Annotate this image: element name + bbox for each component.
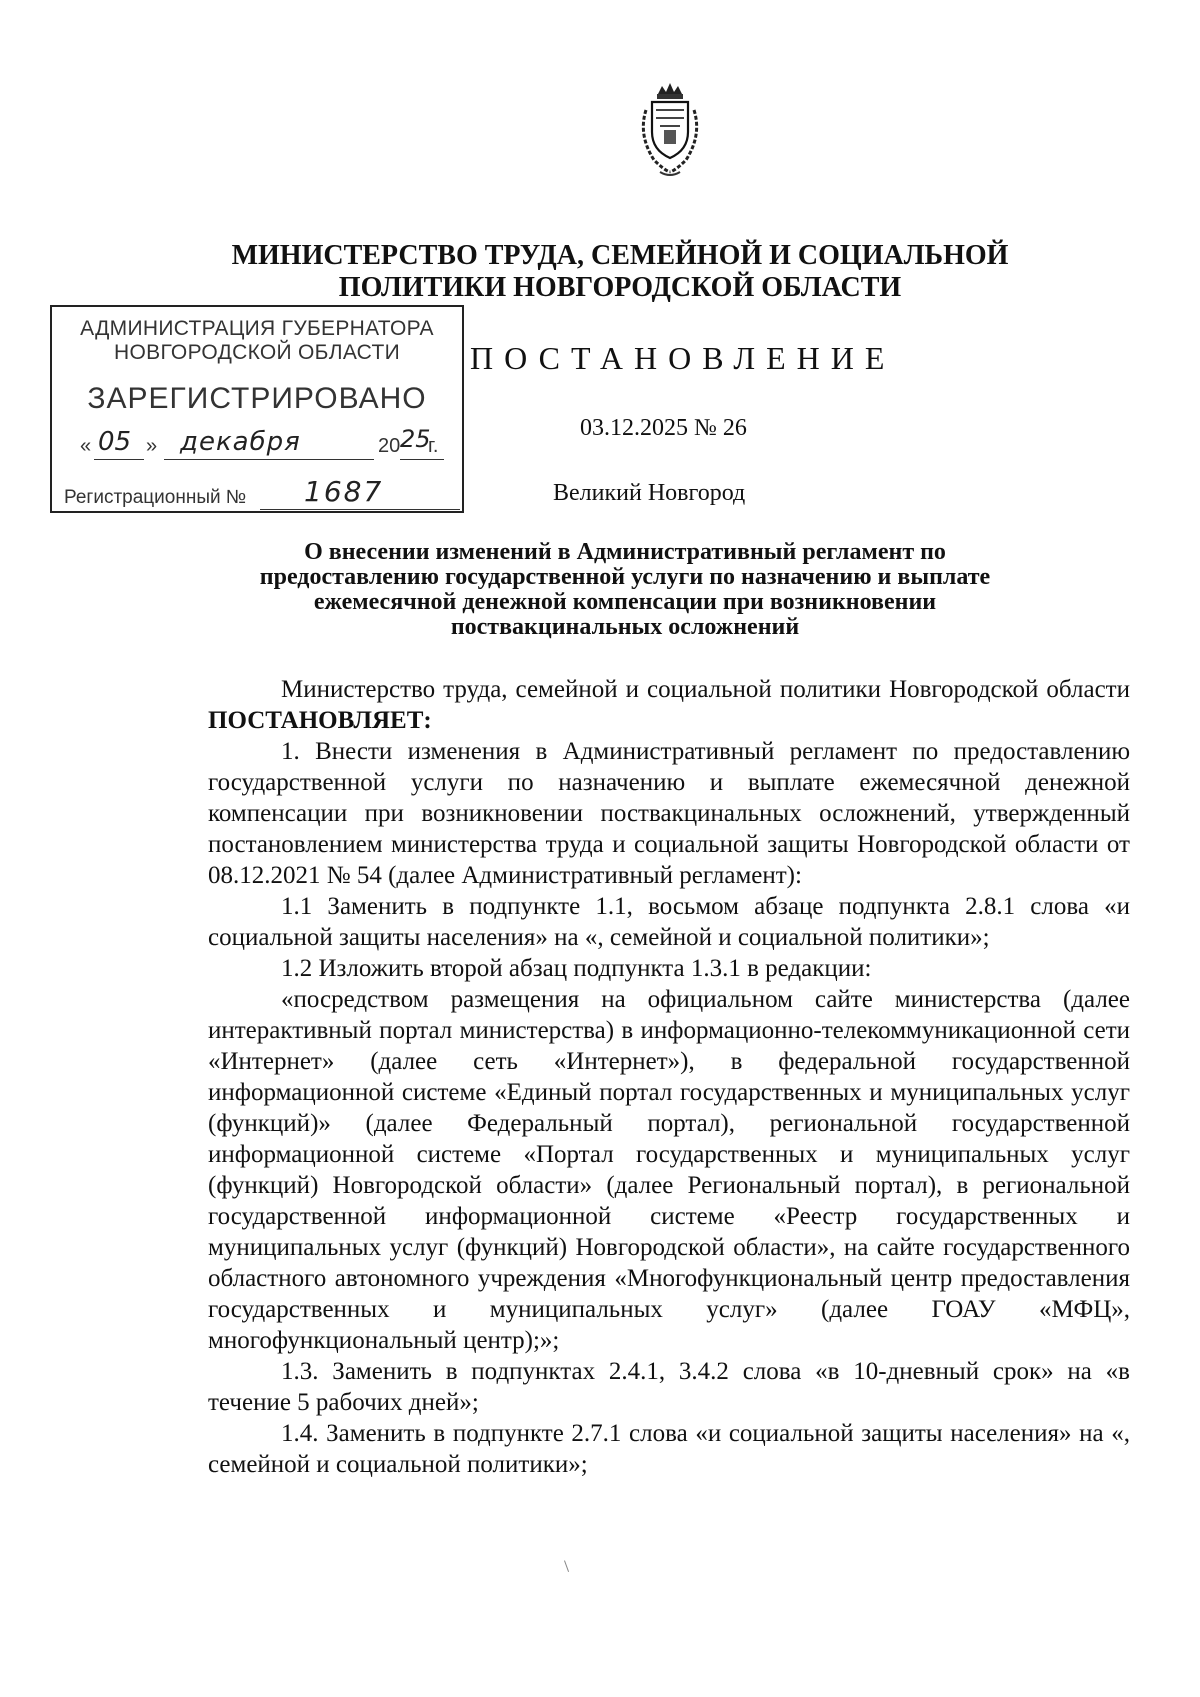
stamp-reg-number: 1687 (304, 475, 384, 508)
subject-line-2: предоставлению государственной услуги по назначению и выплате (259, 564, 991, 590)
stamp-day-underline (94, 459, 144, 460)
document-city: Великий Новгород (553, 480, 746, 506)
stamp-org-line-1: АДМИНИСТРАЦИЯ ГУБЕРНАТОРА (80, 317, 434, 340)
subject-line-3: ежемесячной денежной компенсации при возникновении (313, 589, 937, 615)
intro-paragraph (208, 674, 1130, 736)
stamp-year-prefix: 20 (378, 435, 401, 457)
intro-decree-word: ПОСТАНОВЛЯЕТ: (208, 707, 432, 734)
ministry-title (180, 240, 1060, 304)
scan-mark (564, 1560, 570, 1572)
paragraph-1-2: 1.2 Изложить второй абзац подпункта 1.3.1 в редакции: (281, 955, 872, 982)
stamp-quote-close: » (146, 435, 158, 457)
stamp-date (80, 427, 460, 465)
paragraph-1-2-quote: «посредством размещения на официальном сайте министерства (далее интерактивный портал министерства) в информационно-телекоммуникационной сети «Интернет» (далее сеть «Интернет»), в федеральной государственной информационной системе «Единый портал государственных и муниципальных услуг (функций)» (далее Федеральный портал), региональной государственной информационной системе «Портал государственных и муниципальных услуг (функций) Новгородской области» (далее Региональный портал), в региональной государственной информационной системе «Реестр государственных и муниципальных услуг (функций) Новгородской области», на сайте государственного областного автономного учреждения «Многофункциональный центр предоставления государственных и муниципальных услуг» (далее ГОАУ «МФЦ», многофункциональный центр);»; (208, 986, 1130, 1354)
stamp-year-underline (400, 459, 444, 460)
coat-of-arms-icon (630, 80, 710, 180)
stamp-month-underline (164, 459, 374, 460)
document-body (208, 674, 1130, 1480)
stamp-reg-label: Регистрационный № (64, 487, 247, 508)
registration-stamp (50, 305, 464, 513)
document-subject (230, 540, 1020, 640)
stamp-organization (52, 317, 462, 365)
paragraph-1: 1. Внести изменения в Административный регламент по предоставлению государственной услуги по назначению и выплате ежемесячной денежной компенсации при возникновении поствакцинальных осложнений, утвержденный постановлением министерства труда и социальной защиты Новгородской области от 08.12.2021 № 54 (далее Административный регламент): (208, 738, 1130, 889)
stamp-registered: ЗАРЕГИСТРИРОВАНО (87, 382, 427, 415)
document-date-number: 03.12.2025 № 26 (580, 415, 747, 441)
subject-line-4: поствакцинальных осложнений (450, 614, 800, 640)
stamp-org-line-2: НОВГОРОДСКОЙ ОБЛАСТИ (114, 341, 400, 364)
intro-text: Министерство труда, семейной и социальной политики Новгородской области (281, 676, 1130, 703)
stamp-month: декабря (180, 427, 301, 457)
ministry-title-line-1: МИНИСТЕРСТВО ТРУДА, СЕМЕЙНОЙ И СОЦИАЛЬНОЙ (231, 240, 1009, 271)
stamp-quote-open: « (80, 435, 92, 457)
paragraph-1-3: 1.3. Заменить в подпунктах 2.4.1, 3.4.2 слова «в 10-дневный срок» на «в течение 5 рабочих дней»; (208, 1358, 1130, 1416)
stamp-reg-underline (260, 509, 460, 510)
stamp-day: 05 (98, 427, 132, 457)
stamp-year-suffix: 25 (400, 425, 431, 453)
subject-line-1: О внесении изменений в Административный регламент по (304, 539, 946, 565)
stamp-year-g: г. (428, 435, 439, 457)
stamp-registration-number (64, 477, 464, 511)
ministry-title-line-2: ПОЛИТИКИ НОВГОРОДСКОЙ ОБЛАСТИ (338, 272, 902, 303)
document-type: ПОСТАНОВЛЕНИЕ (470, 340, 896, 376)
paragraph-1-4: 1.4. Заменить в подпункте 2.7.1 слова «и социальной защиты населения» на «, семейной и социальной политики»; (208, 1420, 1130, 1478)
paragraph-1-1: 1.1 Заменить в подпункте 1.1, восьмом абзаце подпункта 2.8.1 слова «и социальной защиты населения» на «, семейной и социальной политики»; (208, 893, 1130, 951)
